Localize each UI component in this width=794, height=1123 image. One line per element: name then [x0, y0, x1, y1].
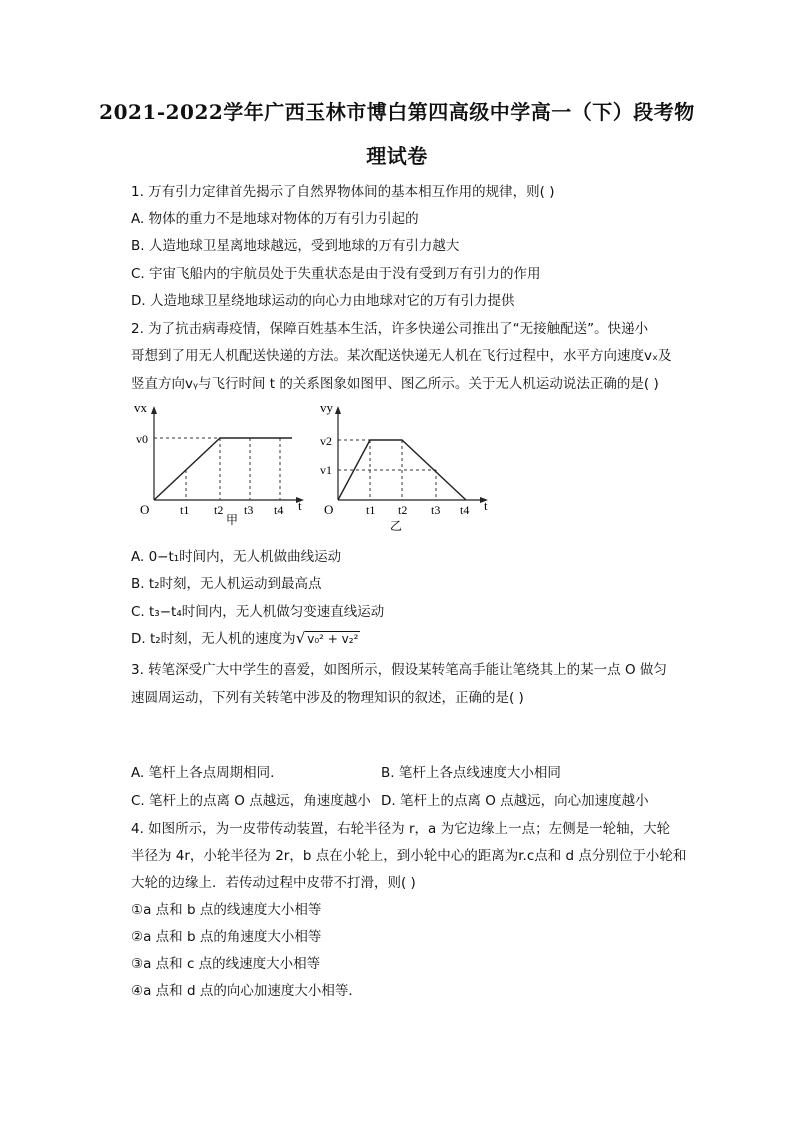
q3-option-a: A. 笔杆上各点周期相同.: [131, 765, 275, 781]
jia-v0-label: v0: [136, 432, 148, 446]
q3-stem-line2: 速圆周运动，下列有关转笔中涉及的物理知识的叙述，正确的是( ): [131, 690, 524, 706]
yi-caption: 乙: [390, 519, 403, 533]
yi-v1-label: v1: [320, 463, 332, 477]
q3-option-b: B. 笔杆上各点线速度大小相同: [381, 765, 561, 781]
q2-stem-line3: 竖直方向vᵧ与飞行时间 t 的关系图象如图甲、图乙所示。关于无人机运动说法正确的是( ): [131, 376, 659, 392]
exam-title-line1: 2021-2022学年广西玉林市博白第四高级中学高一（下）段考物: [99, 100, 695, 124]
figure-jia-vx-graph: [128, 398, 318, 530]
jia-t3: t3: [244, 503, 254, 517]
yi-origin: O: [324, 502, 334, 517]
q4-statement-3: ③a 点和 c 点的线速度大小相等: [131, 956, 321, 972]
yi-ylabel: vy: [320, 400, 333, 415]
q4-statement-1: ①a 点和 b 点的线速度大小相等: [131, 902, 322, 918]
q2-option-a: A. 0−t₁时间内，无人机做曲线运动: [131, 549, 342, 565]
exam-title-line2: 理试卷: [366, 144, 428, 168]
q4-stem-line3: 大轮的边缘上．若传动过程中皮带不打滑，则( ): [131, 875, 416, 891]
q4-stem-line2: 半径为 4r，小轮半径为 2r，b 点在小轮上，到小轮中心的距离为r.c点和 d 点分别位于小轮和: [131, 848, 687, 864]
q1-option-c: C. 宇宙飞船内的宇航员处于失重状态是由于没有受到万有引力的作用: [131, 266, 541, 282]
q2-option-d-text: D. t₂时刻，无人机的速度为: [131, 631, 296, 647]
jia-caption: 甲: [226, 513, 239, 527]
q4-stem-line1: 4. 如图所示，为一皮带传动装置，右轮半径为 r，a 为它边缘上一点；左侧是一轮轴，大轮: [131, 821, 671, 837]
q4-statement-2: ②a 点和 b 点的角速度大小相等: [131, 929, 322, 945]
sqrt-icon: √: [295, 629, 306, 647]
q3-option-c: C. 笔杆上的点离 O 点越远，角速度越小: [131, 793, 371, 809]
q2-option-d-formula: v₀² + v₂²: [307, 632, 359, 646]
yi-tlabel: t: [484, 498, 488, 513]
q3-option-d: D. 笔杆上的点离 O 点越远，向心加速度越小: [381, 793, 649, 809]
q2-option-b: B. t₂时刻，无人机运动到最高点: [131, 576, 322, 592]
yi-t1: t1: [366, 503, 376, 517]
q2-stem-line1: 2. 为了抗击病毒疫情，保障百姓基本生活，许多快递公司推出了“无接触配送”。快递小: [131, 321, 649, 337]
q2-option-c: C. t₃−t₄时间内，无人机做匀变速直线运动: [131, 604, 385, 620]
q1-option-b: B. 人造地球卫星离地球越远，受到地球的万有引力越大: [131, 238, 460, 254]
q1-option-a: A. 物体的重力不是地球对物体的万有引力引起的: [131, 211, 419, 227]
yi-v2-label: v2: [320, 434, 332, 448]
q3-stem-line1: 3. 转笔深受广大中学生的喜爱，如图所示，假设某转笔高手能让笔绕其上的某一点 O 做匀: [131, 662, 667, 678]
jia-ylabel: vx: [134, 400, 147, 415]
figure-yi-vy-graph: [318, 398, 498, 534]
jia-t4: t4: [274, 503, 284, 517]
yi-t3: t3: [431, 503, 441, 517]
jia-tlabel: t: [298, 498, 302, 513]
q2-stem-line2: 哥想到了用无人机配送快递的方法。某次配送快递无人机在飞行过程中，水平方向速度vₓ及: [131, 348, 672, 364]
yi-t4: t4: [460, 503, 470, 517]
yi-t2: t2: [398, 503, 408, 517]
q1-stem: 1. 万有引力定律首先揭示了自然界物体间的基本相互作用的规律，则( ): [131, 184, 555, 200]
jia-t1: t1: [180, 503, 190, 517]
q1-option-d: D. 人造地球卫星绕地球运动的向心力由地球对它的万有引力提供: [131, 293, 515, 309]
jia-t2: t2: [214, 503, 224, 517]
q2-option-d: [131, 627, 360, 647]
q4-statement-4: ④a 点和 d 点的向心加速度大小相等．: [131, 983, 362, 999]
jia-origin: O: [140, 502, 150, 517]
